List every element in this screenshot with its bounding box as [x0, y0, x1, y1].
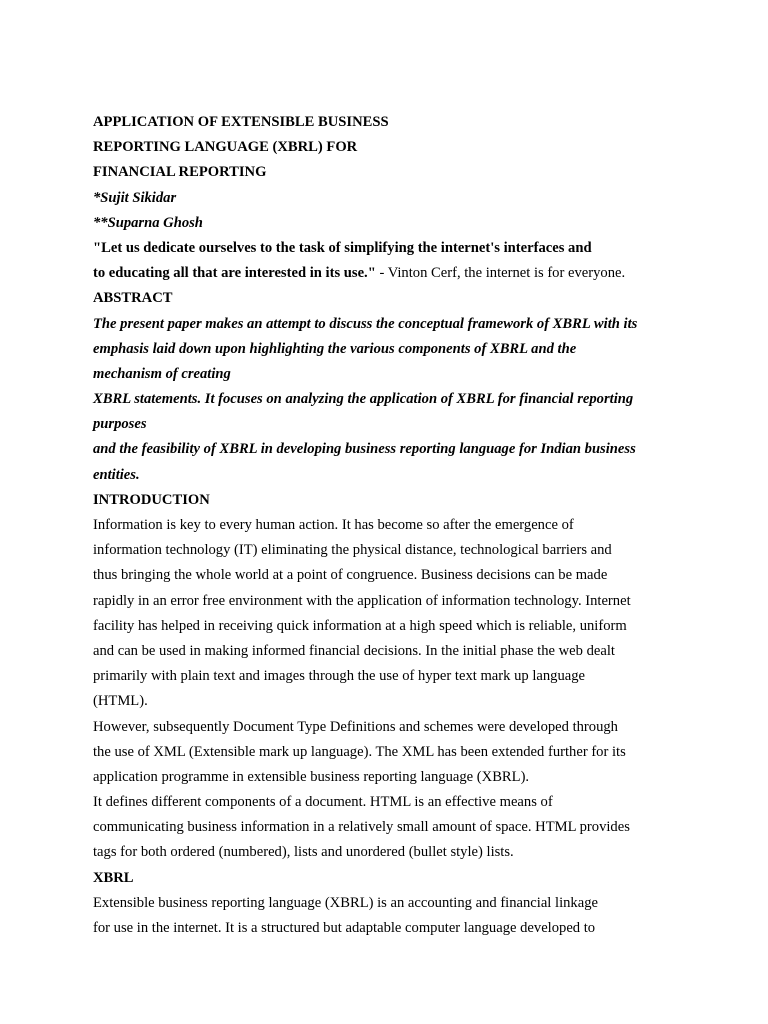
introduction-line: facility has helped in receiving quick information at a high speed which is reliable, uniform [93, 617, 627, 634]
author-1: *Sujit Sikidar [93, 189, 177, 206]
title-line-3: FINANCIAL REPORTING [93, 164, 267, 181]
xbrl-line: for use in the internet. It is a structured but adaptable computer language developed to [93, 920, 596, 936]
introduction-line: primarily with plain text and images through the use of hyper text mark up language [93, 668, 586, 685]
xbrl-line: Extensible business reporting language (XBRL) is an accounting and financial linkage [93, 894, 598, 911]
quote-line-2 [93, 261, 683, 286]
introduction-line: application programme in extensible business reporting language (XBRL). [93, 768, 530, 785]
abstract-heading: ABSTRACT [93, 290, 173, 307]
title-line-2: REPORTING LANGUAGE (XBRL) FOR [93, 139, 358, 156]
xbrl-heading: XBRL [93, 869, 134, 886]
abstract-line: XBRL statements. It focuses on analyzing the application of XBRL for financial reporting [93, 391, 634, 408]
quote-attribution: - Vinton Cerf, the internet is for everyone. [375, 265, 626, 282]
introduction-line: rapidly in an error free environment with the application of information technology. Internet [93, 592, 631, 609]
abstract-line: emphasis laid down upon highlighting the various components of XBRL and the [93, 340, 577, 357]
introduction-heading: INTRODUCTION [93, 491, 210, 508]
introduction-line: and can be used in making informed financial decisions. In the initial phase the web dealt [93, 642, 615, 659]
abstract-line: entities. [93, 466, 140, 483]
quote-line-1: "Let us dedicate ourselves to the task of simplifying the internet's interfaces and [93, 239, 592, 256]
introduction-line: Information is key to every human action. It has become so after the emergence of [93, 517, 574, 533]
title-line-1: APPLICATION OF EXTENSIBLE BUSINESS [93, 114, 389, 130]
introduction-line: the use of XML (Extensible mark up language). The XML has been extended further for its [93, 743, 626, 760]
introduction-line: tags for both ordered (numbered), lists and unordered (bullet style) lists. [93, 844, 514, 861]
abstract-line: The present paper makes an attempt to discuss the conceptual framework of XBRL with its [93, 315, 638, 332]
abstract-line: and the feasibility of XBRL in developing business reporting language for Indian business [93, 441, 636, 458]
abstract-line: purposes [93, 416, 147, 433]
introduction-line: However, subsequently Document Type Definitions and schemes were developed through [93, 718, 618, 735]
quote-text-end: to educating all that are interested in its use." [93, 265, 376, 282]
introduction-line: thus bringing the whole world at a point of congruence. Business decisions can be made [93, 567, 608, 584]
introduction-line: communicating business information in a relatively small amount of space. HTML provides [93, 819, 630, 836]
author-2: **Suparna Ghosh [93, 214, 203, 231]
introduction-line: information technology (IT) eliminating the physical distance, technological barriers and [93, 542, 612, 559]
abstract-line: mechanism of creating [93, 365, 231, 382]
introduction-line: It defines different components of a document. HTML is an effective means of [93, 794, 553, 811]
introduction-line: (HTML). [93, 693, 148, 710]
document-page [93, 110, 683, 941]
